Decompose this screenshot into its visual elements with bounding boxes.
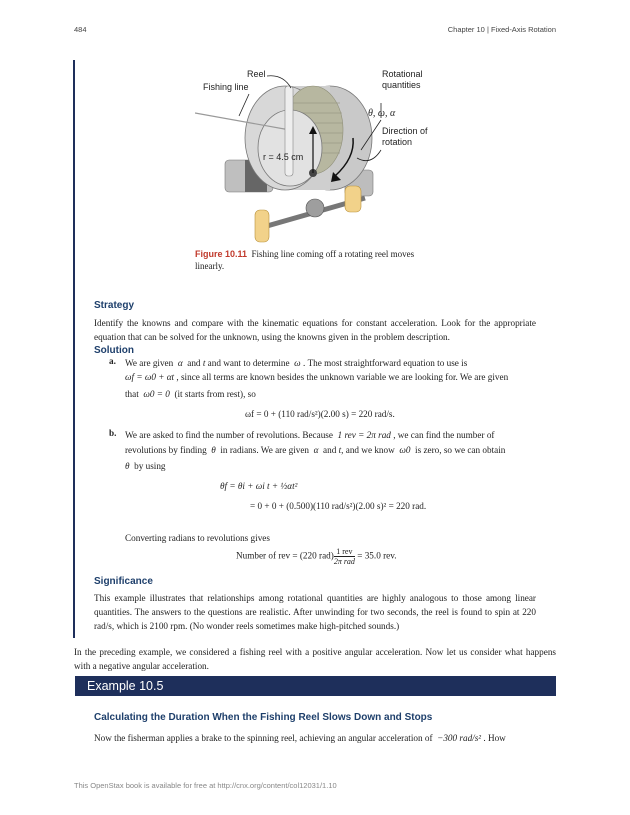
page-number: 484	[74, 25, 87, 34]
figure-caption	[195, 248, 435, 272]
example-subtitle: Calculating the Duration When the Fishing Reel Slows Down and Stops	[94, 712, 433, 723]
body-paragraph: In the preceding example, we considered a fishing reel with a positive angular acceleration. Now let us consider what happens with a negative angular acceleration.	[74, 647, 556, 671]
rotational-quantities-label: Rotational quantities	[382, 69, 423, 90]
chapter-title: Chapter 10 | Fixed-Axis Rotation	[447, 25, 556, 34]
part-a-line3: that ω0 = 0 (it starts from rest), so	[125, 389, 256, 399]
figure-number: Figure 10.11	[195, 249, 248, 259]
fishing-reel-figure	[195, 58, 435, 258]
direction-of-rotation-label: Direction of rotation	[382, 126, 428, 147]
part-b-letter: b.	[109, 428, 117, 438]
converting-text: Converting radians to revolutions gives	[125, 533, 270, 543]
significance-text: This example illustrates that relationships among rotational quantities are highly analogous to those among linear quantities. The answers to the questions are realistic. After unwinding for two seconds, the reel is found to spin at 220 rad/s, which is 2100 rpm. (No wonder reels sometimes make high-pitched sounds.)	[94, 593, 536, 631]
strategy-text: Identify the knowns and compare with the kinematic equations for constant acceleration. Look for the appropriate equation that can be solved for the unknown, using the knowns given in the problem description.	[94, 318, 536, 342]
part-a-line2: ωf = ω0 + αt , since all terms are known besides the unknown variable we are looking for. We are given	[125, 372, 509, 382]
part-b-line1: We are asked to find the number of revolutions. Because 1 rev = 2π rad , we can find the number of	[125, 430, 495, 440]
equation-b-line1: θf = θi + ωi t + ½αt²	[220, 481, 298, 491]
theta-omega-alpha-label: θ, ω, α	[368, 108, 396, 119]
equation-b-line2: = 0 + 0 + (0.500)(110 rad/s²)(2.00 s)² = 220 rad.	[250, 501, 427, 511]
solution-heading: Solution	[94, 345, 134, 356]
strategy-heading: Strategy	[94, 300, 135, 311]
example-text: Now the fisherman applies a brake to the spinning reel, achieving an angular acceleration of −300 rad/s² . How	[94, 733, 506, 743]
equation-a-result: ωf = 0 + (110 rad/s²)(2.00 s) = 220 rad/s.	[245, 409, 395, 419]
footer-note: This OpenStax book is available for free at http://cnx.org/content/col12031/1.10	[74, 781, 337, 790]
example-sidebar-rule	[73, 60, 75, 638]
reel-label: Reel	[247, 69, 266, 79]
part-a-line1: We are given α and t and want to determine ω . The most straightforward equation to use is	[125, 358, 468, 368]
significance-heading: Significance	[94, 576, 153, 587]
figure-caption-text: Fishing line coming off a rotating reel moves linearly.	[195, 249, 415, 271]
part-b-line2: revolutions by finding θ in radians. We are given α and t, and we know ω0 is zero, so we can obtain	[125, 445, 506, 455]
equation-revolutions: Number of rev = (220 rad) $\frac{\text{1 rev}}{\text{2π rad}}$ = 35.0 rev.	[236, 547, 397, 566]
radius-label: r = 4.5 cm	[263, 152, 304, 162]
example-title-bar: Example 10.5	[75, 676, 556, 696]
part-a-letter: a.	[109, 356, 116, 366]
fishing-line-label: Fishing line	[203, 82, 249, 92]
part-b-line3: θ by using	[125, 461, 166, 471]
